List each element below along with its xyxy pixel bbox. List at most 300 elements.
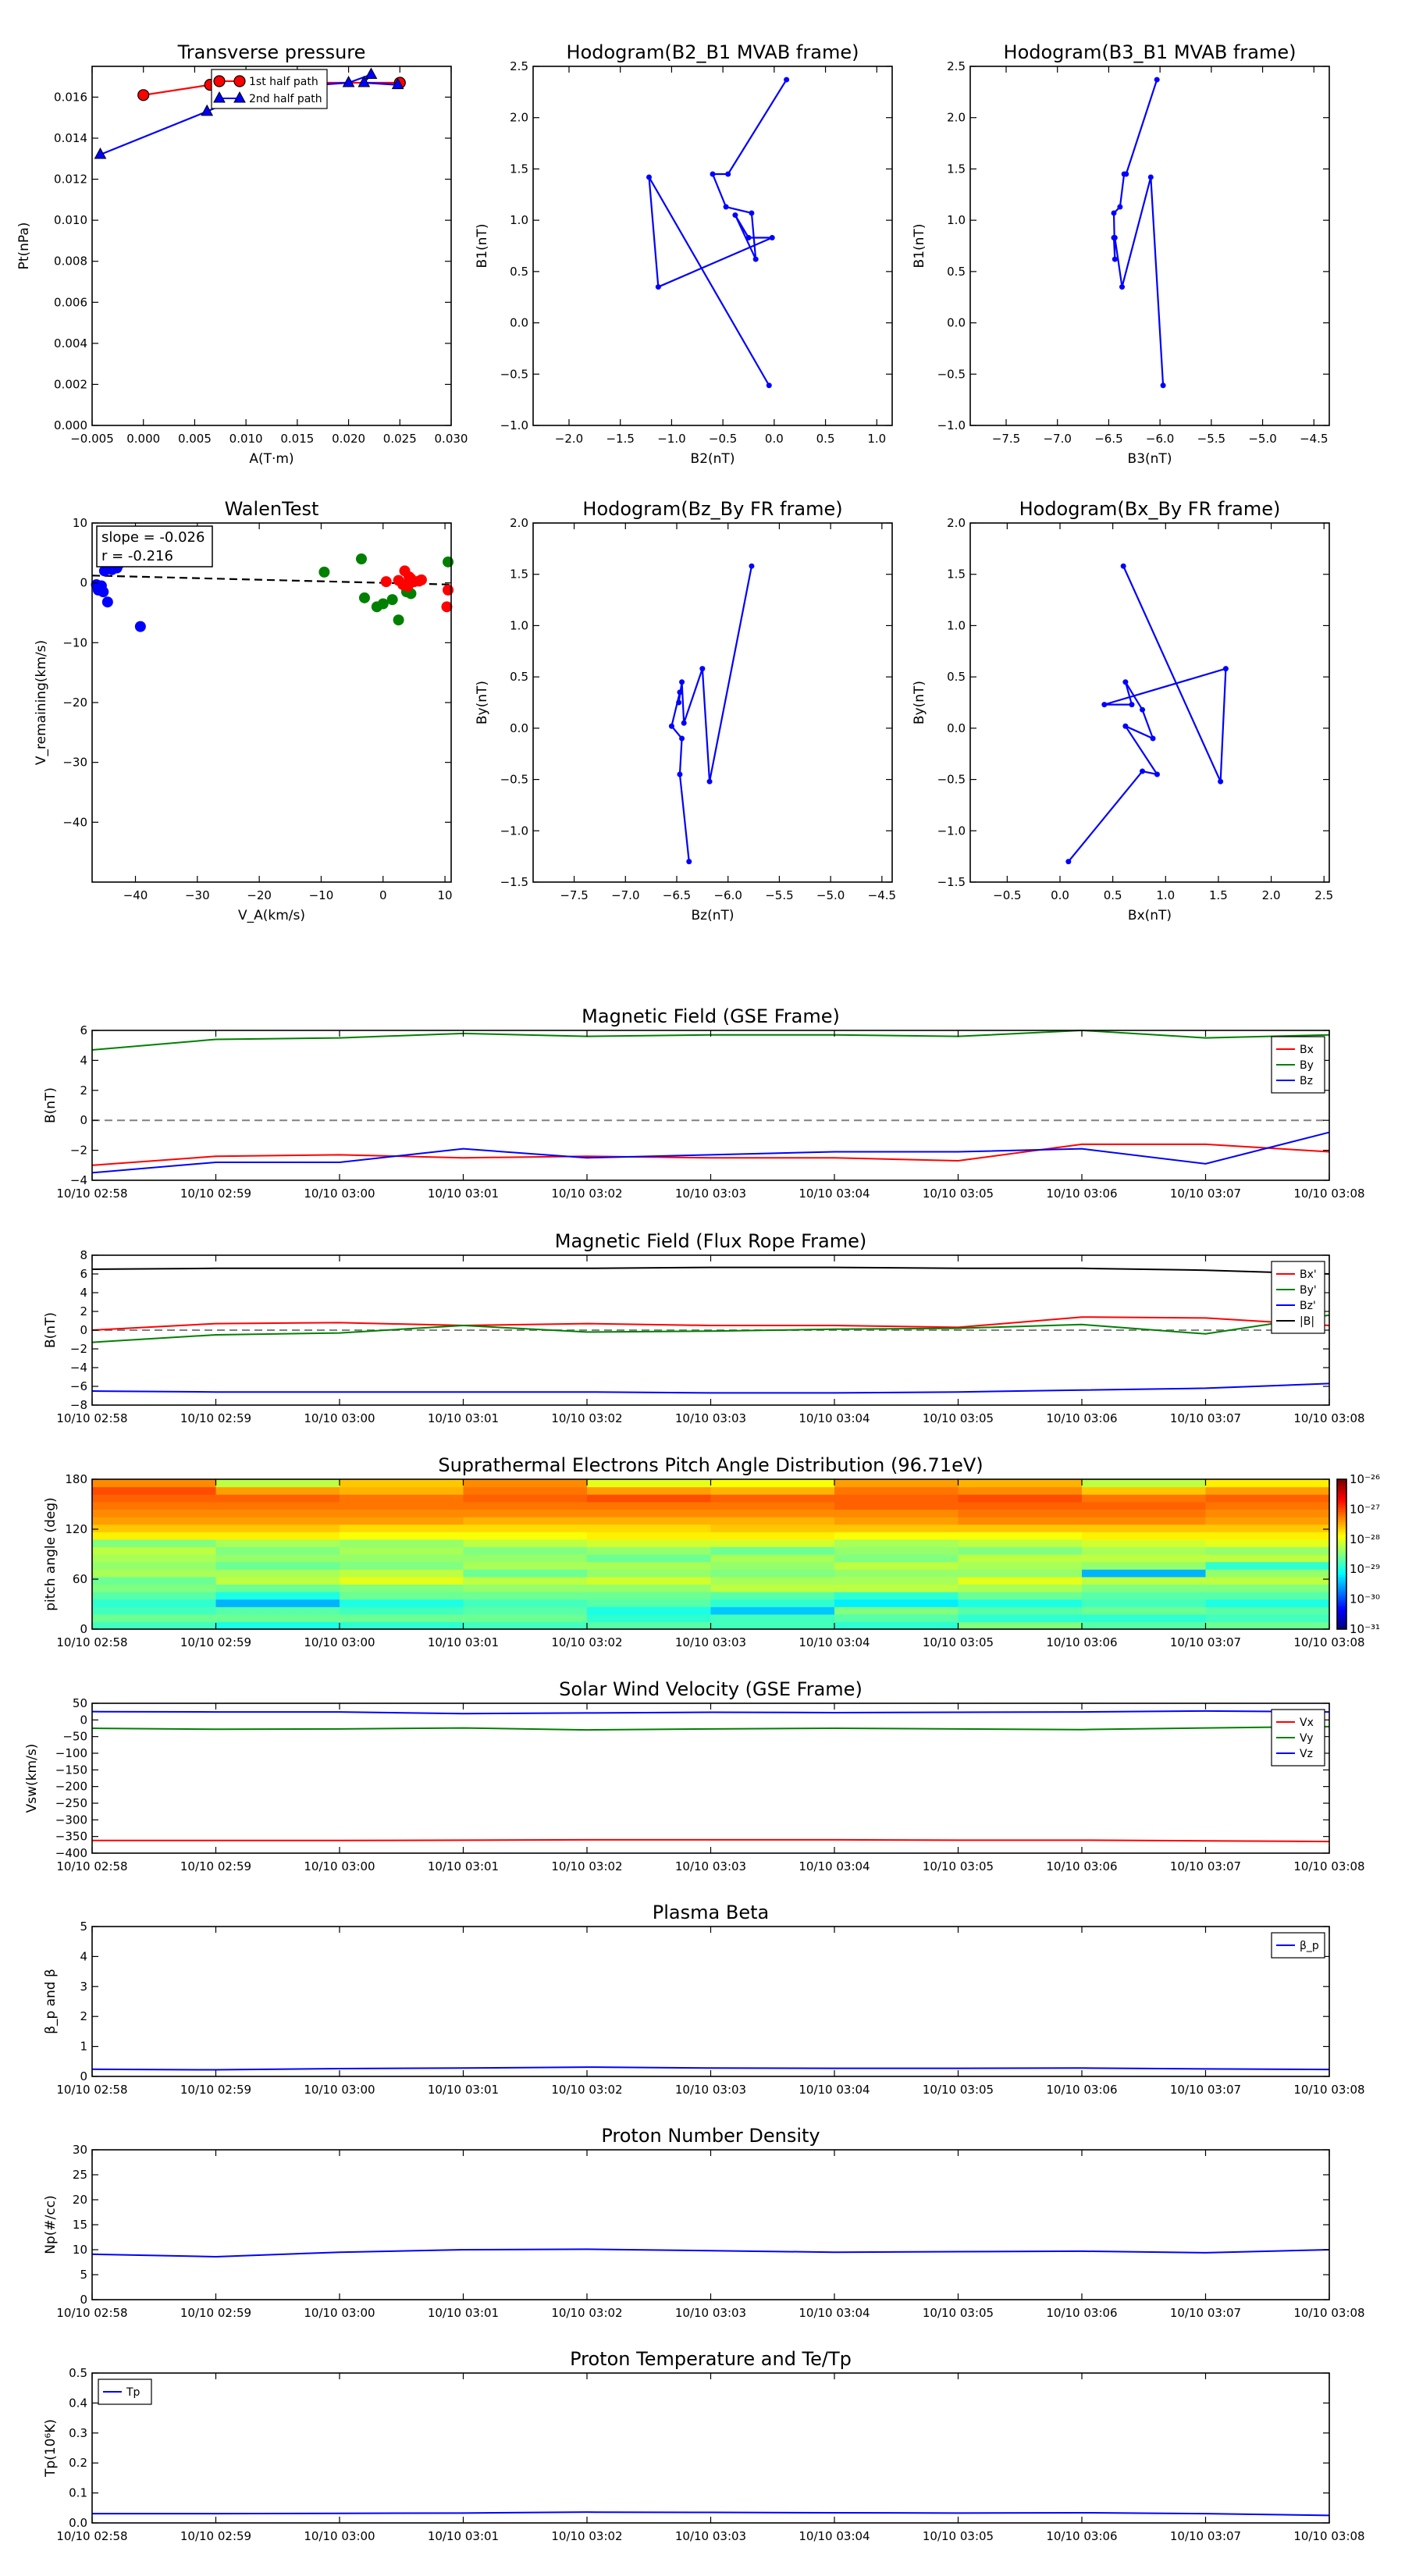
- heatmap-cell: [959, 1554, 1083, 1562]
- vsw-chart: [24, 1678, 1365, 1873]
- x-tick-label: 1.0: [867, 432, 887, 446]
- heatmap-cell: [1082, 1494, 1206, 1502]
- series-line: [92, 1315, 1329, 1343]
- colorbar-label: 10⁻²⁹: [1350, 1562, 1381, 1577]
- colorbar-step: [1337, 1614, 1346, 1617]
- x-tick-label: 10/10 03:06: [1046, 2083, 1118, 2097]
- colorbar-step: [1337, 1512, 1346, 1515]
- mag-gse-chart: [43, 1005, 1365, 1201]
- x-tick-label: 10/10 03:08: [1293, 2306, 1365, 2320]
- data-point: [214, 76, 225, 87]
- y-tick-label: −0.5: [937, 772, 966, 787]
- x-tick-label: 0: [379, 888, 387, 902]
- colorbar-step: [1337, 1564, 1346, 1567]
- heatmap-cell: [1206, 1569, 1330, 1577]
- y-tick-label: 0.002: [54, 377, 87, 392]
- x-tick-label: 10/10 02:59: [180, 2083, 252, 2097]
- colorbar-step: [1337, 1489, 1346, 1493]
- heatmap-cell: [1206, 1584, 1330, 1592]
- data-point: [1148, 174, 1154, 180]
- heatmap-cell: [959, 1502, 1083, 1510]
- data-point: [725, 172, 731, 177]
- y-tick-label: 0.5: [947, 670, 966, 685]
- heatmap-cell: [834, 1569, 959, 1577]
- x-tick-label: 10/10 03:06: [1046, 1411, 1118, 1425]
- data-point: [387, 594, 398, 605]
- y-tick-label: 25: [72, 2168, 87, 2182]
- heatmap-cell: [834, 1577, 959, 1585]
- heatmap-cell: [340, 1554, 464, 1562]
- heatmap-cell: [464, 1502, 588, 1510]
- x-tick-label: 10/10 03:05: [922, 2529, 994, 2543]
- x-tick-label: 10/10 02:59: [180, 2529, 252, 2543]
- legend-label: 2nd half path: [249, 93, 322, 105]
- x-tick-label: −6.0: [1145, 432, 1175, 446]
- data-point: [767, 382, 772, 388]
- legend: [98, 2379, 151, 2404]
- heatmap-cell: [464, 1569, 588, 1577]
- heatmap-cell: [711, 1479, 835, 1487]
- colorbar: [1337, 1472, 1380, 1636]
- heatmap-cell: [1206, 1525, 1330, 1532]
- y-tick-label: 0.0: [947, 315, 966, 330]
- y-tick-label: −0.5: [500, 367, 528, 382]
- heatmap-cell: [587, 1562, 711, 1570]
- heatmap-cell: [1206, 1494, 1330, 1502]
- colorbar-step: [1337, 1592, 1346, 1595]
- colorbar-step: [1337, 1509, 1346, 1512]
- data-point: [359, 592, 370, 603]
- heatmap-cell: [959, 1479, 1083, 1487]
- x-tick-label: −1.0: [657, 432, 686, 446]
- y-tick-label: −200: [55, 1779, 87, 1794]
- heatmap-cell: [340, 1606, 464, 1614]
- heatmap-cell: [216, 1584, 340, 1592]
- x-tick-label: 1.0: [1156, 888, 1176, 902]
- y-tick-label: −2: [69, 1342, 87, 1356]
- data-point: [699, 666, 705, 671]
- y-tick-label: −1.5: [500, 875, 528, 889]
- heatmap-cell: [92, 1479, 216, 1487]
- heatmap-cell: [1206, 1592, 1330, 1599]
- colorbar-step: [1337, 1571, 1346, 1574]
- heatmap-cell: [1206, 1517, 1330, 1525]
- legend-label: Tp: [126, 2386, 140, 2399]
- x-tick-label: 0.005: [177, 432, 212, 446]
- heatmap-cell: [834, 1599, 959, 1607]
- heatmap-cell: [92, 1517, 216, 1525]
- y-tick-label: −400: [55, 1846, 87, 1860]
- hodogram-b2-b1-chart: [475, 41, 892, 467]
- y-tick-label: 2.0: [510, 110, 528, 125]
- y-tick-label: −20: [62, 696, 87, 710]
- legend-label: β_p: [1300, 1940, 1319, 1952]
- chart-title: Hodogram(B2_B1 MVAB frame): [566, 41, 859, 63]
- x-tick-label: 10/10 03:07: [1169, 2083, 1242, 2097]
- x-tick-label: −6.5: [1094, 432, 1123, 446]
- y-tick-label: −4: [69, 1173, 87, 1187]
- heatmap-cell: [1082, 1502, 1206, 1510]
- x-tick-label: 10/10 03:08: [1293, 1411, 1365, 1425]
- x-tick-label: 10/10 02:59: [180, 1187, 252, 1201]
- y-tick-label: −30: [62, 755, 87, 770]
- data-point: [1151, 736, 1156, 742]
- heatmap-cell: [216, 1546, 340, 1554]
- x-tick-label: 10/10 03:06: [1046, 1635, 1118, 1649]
- colorbar-step: [1337, 1582, 1346, 1585]
- data-point: [677, 772, 682, 777]
- data-point: [1218, 779, 1223, 785]
- plot-frame: [92, 1703, 1329, 1853]
- heatmap-cell: [464, 1621, 588, 1629]
- heatmap-cell: [216, 1479, 340, 1487]
- np-chart: [43, 2125, 1365, 2320]
- y-tick-label: 3: [80, 1979, 87, 1994]
- x-tick-label: 10/10 03:08: [1293, 2529, 1365, 2543]
- colorbar-label: 10⁻³¹: [1350, 1622, 1381, 1636]
- legend-label: Vz: [1300, 1748, 1313, 1760]
- series-line: [92, 2249, 1329, 2257]
- y-tick-label: 4: [80, 1949, 87, 1964]
- chart-title: Plasma Beta: [652, 1902, 770, 1923]
- data-point: [365, 69, 376, 79]
- heatmap-cell: [216, 1592, 340, 1599]
- heatmap-cell: [1082, 1621, 1206, 1629]
- heatmap-cell: [464, 1479, 588, 1487]
- beta-chart: [43, 1902, 1365, 2097]
- x-tick-label: −5.5: [1197, 432, 1226, 446]
- data-point: [1112, 210, 1117, 215]
- colorbar-label: 10⁻²⁷: [1350, 1502, 1381, 1517]
- heatmap-cell: [711, 1554, 835, 1562]
- y-tick-label: 0.0: [947, 720, 966, 735]
- x-tick-label: 10/10 03:08: [1293, 1187, 1365, 1201]
- x-axis-label: B3(nT): [1127, 451, 1172, 467]
- heatmap-cell: [959, 1494, 1083, 1502]
- x-tick-label: −10: [308, 888, 334, 902]
- y-tick-label: 0.010: [54, 213, 87, 228]
- heatmap-cell: [959, 1517, 1083, 1525]
- x-tick-label: 10/10 03:05: [922, 2306, 994, 2320]
- x-tick-label: 10/10 03:00: [304, 2083, 375, 2097]
- plot-frame: [92, 1927, 1329, 2076]
- heatmap-cell: [711, 1546, 835, 1554]
- y-tick-label: 1.0: [510, 618, 528, 633]
- colorbar-step: [1337, 1521, 1346, 1525]
- heatmap-cell: [587, 1532, 711, 1539]
- series-line: [671, 566, 752, 862]
- heatmap-cell: [340, 1502, 464, 1510]
- heatmap-cell: [216, 1569, 340, 1577]
- colorbar-step: [1337, 1504, 1346, 1507]
- y-axis-label: B(nT): [43, 1087, 59, 1124]
- x-tick-label: 10/10 03:08: [1293, 1859, 1365, 1873]
- heatmap-cell: [711, 1614, 835, 1622]
- legend: [1272, 1933, 1325, 1958]
- x-tick-label: 10/10 03:03: [674, 2306, 747, 2320]
- x-tick-label: 10/10 03:00: [304, 2529, 375, 2543]
- x-tick-label: 10/10 02:59: [180, 1859, 252, 1873]
- colorbar-step: [1337, 1527, 1346, 1530]
- x-tick-label: 10/10 02:58: [56, 1859, 128, 1873]
- heatmap-cell: [587, 1606, 711, 1614]
- heatmap-cell: [92, 1562, 216, 1570]
- heatmap-cell: [834, 1525, 959, 1532]
- x-tick-label: 10/10 02:58: [56, 1635, 128, 1649]
- data-point: [753, 257, 759, 262]
- colorbar-step: [1337, 1517, 1346, 1520]
- heatmap-cell: [464, 1539, 588, 1547]
- x-tick-label: 0.030: [434, 432, 468, 446]
- data-point: [1223, 666, 1229, 671]
- pad-chart: [43, 1454, 1380, 1649]
- heatmap-cell: [216, 1494, 340, 1502]
- colorbar-step: [1337, 1619, 1346, 1622]
- colorbar-step: [1337, 1584, 1346, 1587]
- x-tick-label: 0.5: [1103, 888, 1122, 902]
- data-point: [770, 235, 775, 240]
- y-tick-label: 0.014: [54, 131, 87, 145]
- x-tick-label: 10/10 03:02: [551, 2529, 623, 2543]
- x-tick-label: 10/10 03:06: [1046, 1187, 1118, 1201]
- data-point: [784, 77, 789, 83]
- heatmap-cell: [92, 1606, 216, 1614]
- data-point: [1121, 564, 1126, 569]
- plot-frame: [92, 2150, 1329, 2300]
- x-tick-label: −5.0: [1248, 432, 1277, 446]
- colorbar-step: [1337, 1574, 1346, 1578]
- heatmap-cell: [1082, 1577, 1206, 1585]
- heatmap-cell: [587, 1487, 711, 1495]
- heatmap-cell: [92, 1502, 216, 1510]
- heatmap-cell: [1082, 1562, 1206, 1570]
- heatmap-cell: [834, 1546, 959, 1554]
- heatmap-cell: [711, 1502, 835, 1510]
- colorbar-step: [1337, 1500, 1346, 1503]
- annotation-text: r = -0.216: [101, 548, 173, 564]
- heatmap-cell: [1206, 1539, 1330, 1547]
- heatmap-cell: [587, 1479, 711, 1487]
- colorbar-step: [1337, 1544, 1346, 1547]
- series-line: [92, 1133, 1329, 1173]
- heatmap-cell: [464, 1532, 588, 1539]
- x-tick-label: 10/10 03:02: [551, 1411, 623, 1425]
- chart-title: Magnetic Field (GSE Frame): [582, 1005, 840, 1027]
- x-tick-label: 10/10 03:05: [922, 1411, 994, 1425]
- y-tick-label: 10: [72, 2243, 87, 2257]
- x-tick-label: 10/10 02:59: [180, 1411, 252, 1425]
- colorbar-step: [1337, 1579, 1346, 1582]
- x-tick-label: 10/10 03:07: [1169, 2529, 1242, 2543]
- heatmap-cell: [340, 1562, 464, 1570]
- heatmap-cell: [1082, 1606, 1206, 1614]
- x-tick-label: 10/10 03:02: [551, 1187, 623, 1201]
- y-tick-label: 1.0: [510, 213, 528, 228]
- x-tick-label: 10/10 02:58: [56, 1411, 128, 1425]
- x-tick-label: 10/10 02:58: [56, 1187, 128, 1201]
- y-tick-label: −350: [55, 1829, 87, 1844]
- x-tick-label: 10/10 03:01: [427, 1187, 500, 1201]
- colorbar-step: [1337, 1492, 1346, 1495]
- data-point: [1112, 257, 1118, 262]
- y-tick-label: 10: [72, 516, 87, 530]
- y-axis-label: Pt(nPa): [16, 222, 32, 270]
- x-tick-label: 10/10 03:05: [922, 2083, 994, 2097]
- heatmap-cell: [1206, 1577, 1330, 1585]
- data-point: [234, 76, 245, 87]
- colorbar-step: [1337, 1554, 1346, 1557]
- x-tick-label: 0.000: [126, 432, 161, 446]
- plot-frame: [92, 2373, 1329, 2523]
- x-tick-label: 10/10 03:01: [427, 1859, 500, 1873]
- colorbar-label: 10⁻³⁰: [1350, 1592, 1381, 1606]
- y-tick-label: −0.5: [937, 367, 966, 382]
- x-tick-label: 10/10 03:08: [1293, 1635, 1365, 1649]
- y-tick-label: 15: [72, 2218, 87, 2232]
- heatmap-cell: [711, 1562, 835, 1570]
- x-tick-label: −5.5: [765, 888, 794, 902]
- heatmap-cell: [711, 1569, 835, 1577]
- y-tick-label: 1.0: [947, 213, 966, 228]
- plot-frame: [533, 523, 892, 882]
- colorbar-label: 10⁻²⁸: [1350, 1532, 1381, 1546]
- colorbar-step: [1337, 1529, 1346, 1532]
- data-point: [1154, 772, 1160, 777]
- heatmap-cell: [464, 1546, 588, 1554]
- heatmap-cell: [1206, 1562, 1330, 1570]
- heatmap-cell: [216, 1487, 340, 1495]
- data-point: [1161, 382, 1166, 388]
- heatmap-cell: [216, 1562, 340, 1570]
- data-point: [443, 585, 454, 596]
- heatmap-cell: [834, 1487, 959, 1495]
- heatmap-cell: [587, 1621, 711, 1629]
- y-tick-label: 0.4: [69, 2396, 87, 2411]
- heatmap-cell: [340, 1569, 464, 1577]
- y-tick-label: 0.004: [54, 336, 87, 350]
- heatmap-cell: [216, 1614, 340, 1622]
- heatmap-cell: [1206, 1599, 1330, 1607]
- heatmap-cell: [340, 1539, 464, 1547]
- heatmap-cell: [834, 1479, 959, 1487]
- series-line: [1069, 566, 1226, 862]
- data-point: [686, 859, 692, 864]
- colorbar-step: [1337, 1604, 1346, 1607]
- heatmap-cell: [464, 1606, 588, 1614]
- data-point: [677, 689, 682, 695]
- x-tick-label: −4.5: [867, 888, 897, 902]
- x-tick-label: 10/10 03:00: [304, 1859, 375, 1873]
- data-point: [749, 564, 754, 569]
- y-axis-label: pitch angle (deg): [43, 1497, 59, 1611]
- y-tick-label: 2.0: [510, 516, 528, 530]
- y-axis-label: B1(nT): [475, 223, 490, 269]
- series-line: [92, 2067, 1329, 2069]
- y-tick-label: −150: [55, 1763, 87, 1777]
- data-point: [393, 614, 404, 625]
- y-tick-label: −0.5: [500, 772, 528, 787]
- x-tick-label: 0.0: [1051, 888, 1069, 902]
- y-tick-label: 0: [80, 2293, 87, 2307]
- x-tick-label: 10/10 03:03: [674, 1411, 747, 1425]
- x-tick-label: 10/10 02:59: [180, 2306, 252, 2320]
- x-tick-label: −1.5: [606, 432, 635, 446]
- y-axis-label: By(nT): [475, 680, 490, 725]
- heatmap-cell: [587, 1614, 711, 1622]
- heatmap-cell: [1082, 1479, 1206, 1487]
- heatmap-cell: [834, 1584, 959, 1592]
- heatmap-cell: [340, 1546, 464, 1554]
- y-axis-label: Tp(10⁶K): [43, 2418, 59, 2478]
- x-tick-label: 1.5: [1209, 888, 1228, 902]
- data-point: [707, 779, 713, 785]
- x-tick-label: −5.0: [816, 888, 845, 902]
- heatmap-cell: [959, 1509, 1083, 1517]
- x-tick-label: −7.5: [560, 888, 589, 902]
- y-tick-label: 6: [80, 1023, 87, 1037]
- y-tick-label: −2: [69, 1143, 87, 1158]
- heatmap-cell: [1206, 1479, 1330, 1487]
- heatmap-cell: [1206, 1614, 1330, 1622]
- y-tick-label: 0.0: [69, 2516, 87, 2530]
- heatmap-cell: [711, 1539, 835, 1547]
- chart-title: Proton Number Density: [601, 2125, 820, 2147]
- y-tick-label: 0: [80, 575, 87, 590]
- x-tick-label: 10/10 03:03: [674, 2529, 747, 2543]
- heatmap-cell: [216, 1509, 340, 1517]
- colorbar-step: [1337, 1519, 1346, 1522]
- chart-title: Proton Temperature and Te/Tp: [570, 2348, 852, 2370]
- data-point: [397, 579, 408, 590]
- heatmap-cell: [587, 1525, 711, 1532]
- x-tick-label: 0.015: [280, 432, 315, 446]
- y-tick-label: 120: [65, 1522, 87, 1536]
- y-tick-label: 0.008: [54, 254, 87, 269]
- heatmap-cell: [340, 1584, 464, 1592]
- data-point: [381, 576, 392, 587]
- y-tick-label: 0: [80, 1323, 87, 1337]
- x-tick-label: −2.0: [554, 432, 584, 446]
- data-point: [646, 174, 652, 180]
- heatmap-cell: [1206, 1606, 1330, 1614]
- x-tick-label: 10/10 03:03: [674, 1859, 747, 1873]
- heatmap-cell: [834, 1517, 959, 1525]
- y-tick-label: 60: [72, 1572, 87, 1586]
- x-tick-label: 10/10 03:06: [1046, 2529, 1118, 2543]
- data-point: [1117, 205, 1122, 210]
- heatmap-cell: [959, 1592, 1083, 1599]
- y-tick-label: 2.0: [947, 516, 966, 530]
- y-tick-label: 2: [80, 2009, 87, 2024]
- chart-title: Hodogram(Bx_By FR frame): [1019, 498, 1281, 520]
- heatmap-cell: [1082, 1554, 1206, 1562]
- x-tick-label: 10: [437, 888, 453, 902]
- data-point: [679, 736, 685, 742]
- heatmap-cell: [711, 1509, 835, 1517]
- heatmap-cell: [1082, 1539, 1206, 1547]
- heatmap-cell: [340, 1614, 464, 1622]
- x-tick-label: −6.5: [662, 888, 692, 902]
- x-tick-label: 2.5: [1314, 888, 1334, 902]
- colorbar-step: [1337, 1552, 1346, 1555]
- y-tick-label: 0.0: [510, 315, 528, 330]
- heatmap-cell: [1206, 1502, 1330, 1510]
- colorbar-step: [1337, 1542, 1346, 1545]
- series-line: [649, 80, 787, 386]
- series-line: [92, 1727, 1329, 1730]
- x-tick-label: −0.5: [708, 432, 738, 446]
- x-tick-label: −6.0: [713, 888, 742, 902]
